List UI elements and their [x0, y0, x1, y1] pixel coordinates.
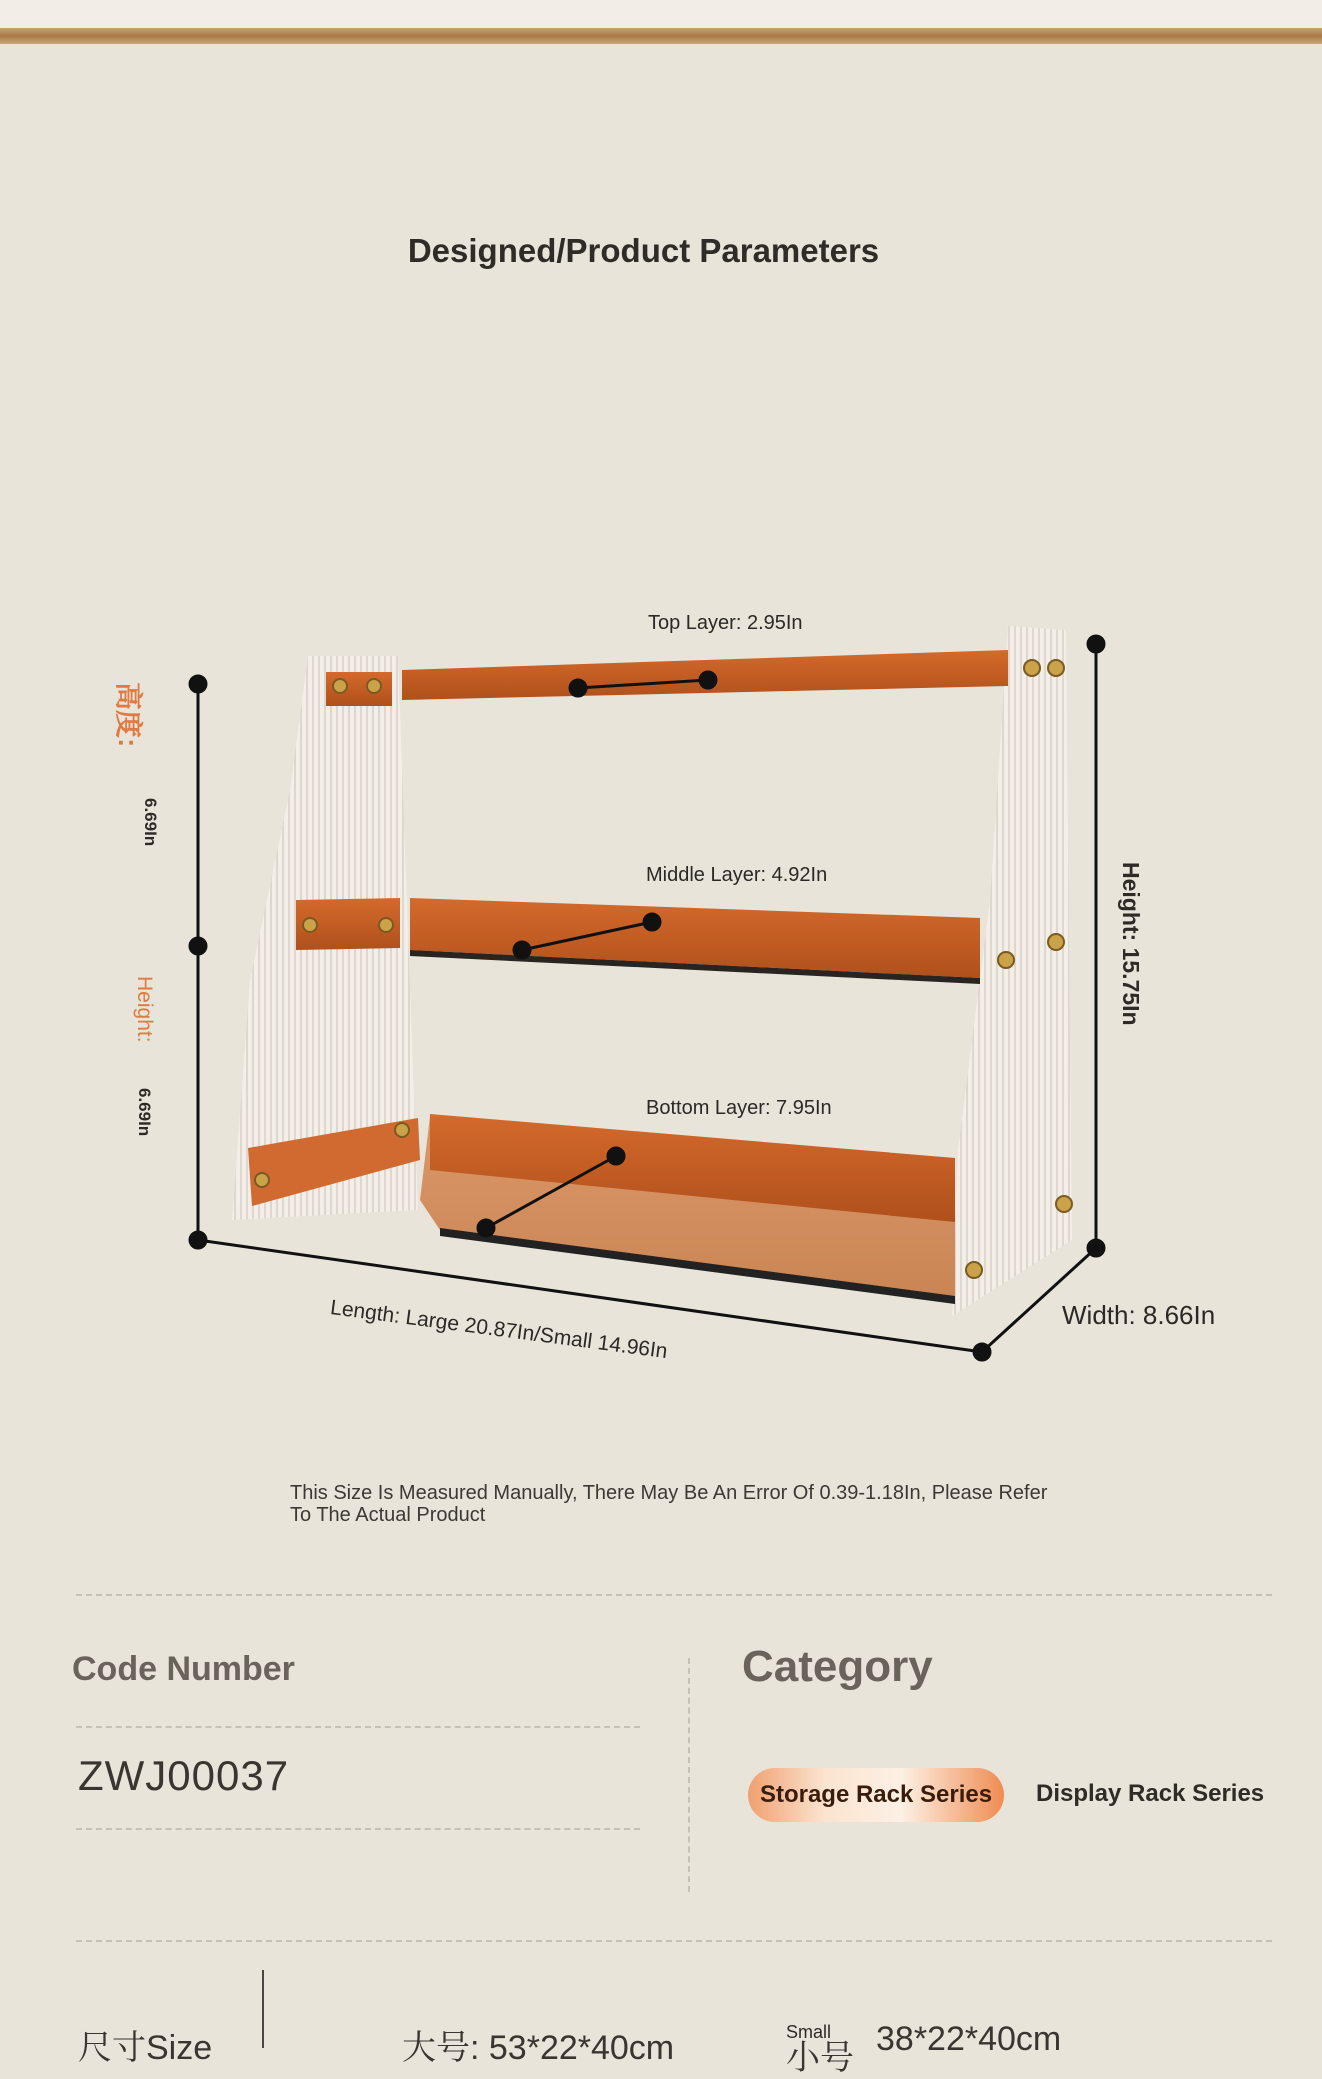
- measurement-note: This Size Is Measured Manually, There May Be An Error Of 0.39-1.18In, Please Refer To The Actual Product: [290, 1482, 1048, 1526]
- divider: [76, 1940, 1272, 1942]
- category-storage-rack[interactable]: [748, 1768, 1004, 1822]
- size-divider: [262, 1970, 264, 2048]
- top-layer-label: Top Layer: 2.95In: [648, 612, 803, 634]
- width-label: Width: 8.66In: [1062, 1300, 1216, 1330]
- height-lower-value: 6.69In: [135, 1088, 154, 1137]
- divider: [76, 1726, 640, 1728]
- size-small: 38*22*40cm: [876, 2020, 1062, 2058]
- size-title: 尺寸Size: [78, 2029, 213, 2067]
- length-label: Length: Large 20.87In/Small 14.96In: [328, 1296, 669, 1364]
- vertical-divider: [688, 1658, 690, 1892]
- category-title: Category: [742, 1642, 933, 1691]
- total-height-label: Height: 15.75In: [1118, 862, 1144, 1026]
- top-band: [0, 0, 1322, 30]
- size-small-tag: Small: [786, 2022, 832, 2042]
- divider: [76, 1594, 1272, 1596]
- divider: [76, 1828, 640, 1830]
- category-display-rack[interactable]: Display Rack Series: [1036, 1780, 1265, 1807]
- category-storage-rack-label: Storage Rack Series: [759, 1781, 993, 1808]
- bottom-layer-label: Bottom Layer: 7.95In: [646, 1097, 832, 1119]
- size-small-cn: 小号: [786, 2039, 854, 2077]
- size-large: 大号: 53*22*40cm: [402, 2029, 675, 2067]
- height-cn-label: 高度:: [113, 682, 144, 748]
- page-title: Designed/Product Parameters: [407, 232, 880, 269]
- height-upper-value: 6.69In: [141, 798, 160, 847]
- code-number-title: Code Number: [72, 1650, 295, 1688]
- code-number-value: ZWJ00037: [78, 1752, 290, 1799]
- gold-stripe: [0, 28, 1322, 44]
- height-side-label: Height:: [133, 976, 156, 1043]
- middle-layer-label: Middle Layer: 4.92In: [646, 864, 828, 886]
